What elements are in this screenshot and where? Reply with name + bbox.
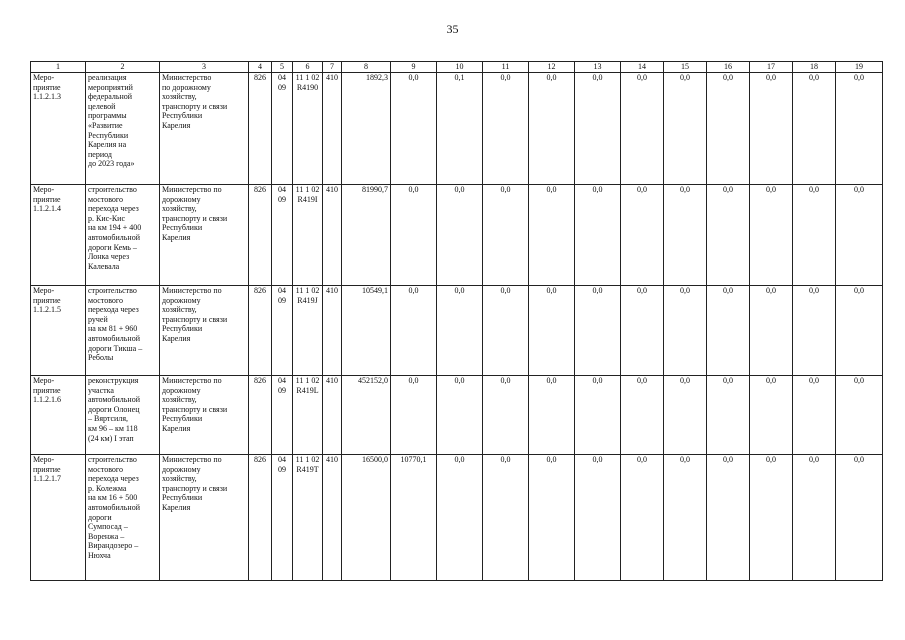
grbs-code: 826 — [249, 376, 272, 455]
table-row — [31, 185, 883, 286]
value-cell: 0,0 — [437, 376, 483, 455]
target-article-code: 11 1 02 R419I — [293, 185, 323, 286]
value-cell: 0,0 — [707, 376, 750, 455]
table-row — [31, 73, 883, 185]
column-header: 15 — [664, 62, 707, 73]
value-cell: 0,0 — [707, 185, 750, 286]
expense-type-code: 410 — [323, 376, 342, 455]
value-cell: 0,0 — [575, 73, 621, 185]
activity-code: Меро- приятие 1.1.2.1.4 — [31, 185, 86, 286]
section-code: 04 09 — [272, 185, 293, 286]
value-cell: 0,0 — [836, 286, 883, 376]
target-article-code: 11 1 02 R419J — [293, 286, 323, 376]
table-row — [31, 455, 883, 581]
column-header: 9 — [391, 62, 437, 73]
value-cell: 0,0 — [793, 73, 836, 185]
column-header: 2 — [86, 62, 160, 73]
value-cell: 0,0 — [793, 376, 836, 455]
value-cell: 0,0 — [529, 185, 575, 286]
value-cell: 0,0 — [575, 185, 621, 286]
value-cell: 0,0 — [621, 73, 664, 185]
value-cell: 0,0 — [483, 455, 529, 581]
value-cell: 10770,1 — [391, 455, 437, 581]
value-cell: 0,0 — [707, 73, 750, 185]
value-cell: 0,0 — [621, 455, 664, 581]
value-cell: 0,0 — [793, 455, 836, 581]
column-header: 19 — [836, 62, 883, 73]
column-header: 14 — [621, 62, 664, 73]
value-cell: 0,0 — [664, 286, 707, 376]
column-header: 1 — [31, 62, 86, 73]
column-header: 16 — [707, 62, 750, 73]
value-cell: 0,0 — [529, 286, 575, 376]
target-article-code: 11 1 02 R419L — [293, 376, 323, 455]
activity-code: Меро- приятие 1.1.2.1.6 — [31, 376, 86, 455]
activity-name: строительство мостового перехода через р. Колежма на км 16 + 500 автомобильной дороги Сумпосад – Воренжа – Вирандозеро – Нюхча — [86, 455, 160, 581]
value-cell: 452152,0 — [342, 376, 391, 455]
activity-code: Меро- приятие 1.1.2.1.5 — [31, 286, 86, 376]
value-cell: 0,0 — [707, 455, 750, 581]
value-cell: 0,0 — [621, 286, 664, 376]
column-header: 7 — [323, 62, 342, 73]
executor: Министерство по дорожному хозяйству, транспорту и связи Республики Карелия — [160, 286, 249, 376]
value-cell: 0,0 — [575, 286, 621, 376]
expense-type-code: 410 — [323, 286, 342, 376]
activity-code: Меро- приятие 1.1.2.1.3 — [31, 73, 86, 185]
value-cell: 0,0 — [529, 455, 575, 581]
column-header: 4 — [249, 62, 272, 73]
value-cell: 1892,3 — [342, 73, 391, 185]
value-cell: 10549,1 — [342, 286, 391, 376]
value-cell: 0,0 — [793, 286, 836, 376]
executor: Министерство по дорожному хозяйству, транспорту и связи Республики Карелия — [160, 73, 249, 185]
column-header: 10 — [437, 62, 483, 73]
column-header: 18 — [793, 62, 836, 73]
grbs-code: 826 — [249, 455, 272, 581]
value-cell: 16500,0 — [342, 455, 391, 581]
column-header: 6 — [293, 62, 323, 73]
expense-type-code: 410 — [323, 455, 342, 581]
value-cell: 0,0 — [529, 73, 575, 185]
table-row — [31, 286, 883, 376]
value-cell: 0,0 — [750, 376, 793, 455]
page-number: 35 — [446, 22, 459, 36]
value-cell: 0,0 — [529, 376, 575, 455]
target-article-code: 11 1 02 R419T — [293, 455, 323, 581]
budget-table — [30, 61, 883, 581]
activity-name: строительство мостового перехода через р. Кис-Кис на км 194 + 400 автомобильной дороги Кемь – Лонка через Калевала — [86, 185, 160, 286]
value-cell: 0,0 — [836, 376, 883, 455]
value-cell: 0,0 — [664, 185, 707, 286]
value-cell: 0,0 — [664, 376, 707, 455]
section-code: 04 09 — [272, 455, 293, 581]
column-header: 17 — [750, 62, 793, 73]
value-cell: 0,0 — [664, 455, 707, 581]
value-cell: 0,0 — [707, 286, 750, 376]
value-cell: 81990,7 — [342, 185, 391, 286]
expense-type-code: 410 — [323, 73, 342, 185]
activity-name: реконструкция участка автомобильной дороги Олонец – Вяртсиля, км 96 – км 118 (24 км) I этап — [86, 376, 160, 455]
value-cell: 0,0 — [437, 455, 483, 581]
value-cell: 0,0 — [621, 376, 664, 455]
value-cell: 0,0 — [793, 185, 836, 286]
value-cell: 0,0 — [483, 376, 529, 455]
value-cell: 0,1 — [437, 73, 483, 185]
section-code: 04 09 — [272, 73, 293, 185]
value-cell: 0,0 — [836, 73, 883, 185]
grbs-code: 826 — [249, 286, 272, 376]
grbs-code: 826 — [249, 73, 272, 185]
value-cell: 0,0 — [664, 73, 707, 185]
activity-name: строительство мостового перехода через ручей на км 81 + 960 автомобильной дороги Тикша – Реболы — [86, 286, 160, 376]
value-cell: 0,0 — [391, 73, 437, 185]
executor: Министерство по дорожному хозяйству, транспорту и связи Республики Карелия — [160, 376, 249, 455]
value-cell: 0,0 — [575, 455, 621, 581]
column-header: 12 — [529, 62, 575, 73]
column-header: 3 — [160, 62, 249, 73]
value-cell: 0,0 — [750, 455, 793, 581]
column-header: 11 — [483, 62, 529, 73]
activity-name: реализация мероприятий федеральной целевой программы «Развитие Республики Карелия на период до 2023 года» — [86, 73, 160, 185]
value-cell: 0,0 — [575, 376, 621, 455]
section-code: 04 09 — [272, 286, 293, 376]
activity-code: Меро- приятие 1.1.2.1.7 — [31, 455, 86, 581]
value-cell: 0,0 — [391, 376, 437, 455]
value-cell: 0,0 — [750, 185, 793, 286]
value-cell: 0,0 — [483, 185, 529, 286]
grbs-code: 826 — [249, 185, 272, 286]
value-cell: 0,0 — [836, 185, 883, 286]
column-header: 8 — [342, 62, 391, 73]
column-header: 5 — [272, 62, 293, 73]
column-header: 13 — [575, 62, 621, 73]
value-cell: 0,0 — [391, 286, 437, 376]
value-cell: 0,0 — [391, 185, 437, 286]
column-number-header — [31, 62, 883, 73]
value-cell: 0,0 — [750, 286, 793, 376]
value-cell: 0,0 — [750, 73, 793, 185]
target-article-code: 11 1 02 R4190 — [293, 73, 323, 185]
value-cell: 0,0 — [437, 286, 483, 376]
expense-type-code: 410 — [323, 185, 342, 286]
value-cell: 0,0 — [483, 73, 529, 185]
section-code: 04 09 — [272, 376, 293, 455]
table-row — [31, 376, 883, 455]
value-cell: 0,0 — [836, 455, 883, 581]
executor: Министерство по дорожному хозяйству, транспорту и связи Республики Карелия — [160, 455, 249, 581]
value-cell: 0,0 — [621, 185, 664, 286]
value-cell: 0,0 — [483, 286, 529, 376]
value-cell: 0,0 — [437, 185, 483, 286]
executor: Министерство по дорожному хозяйству, транспорту и связи Республики Карелия — [160, 185, 249, 286]
